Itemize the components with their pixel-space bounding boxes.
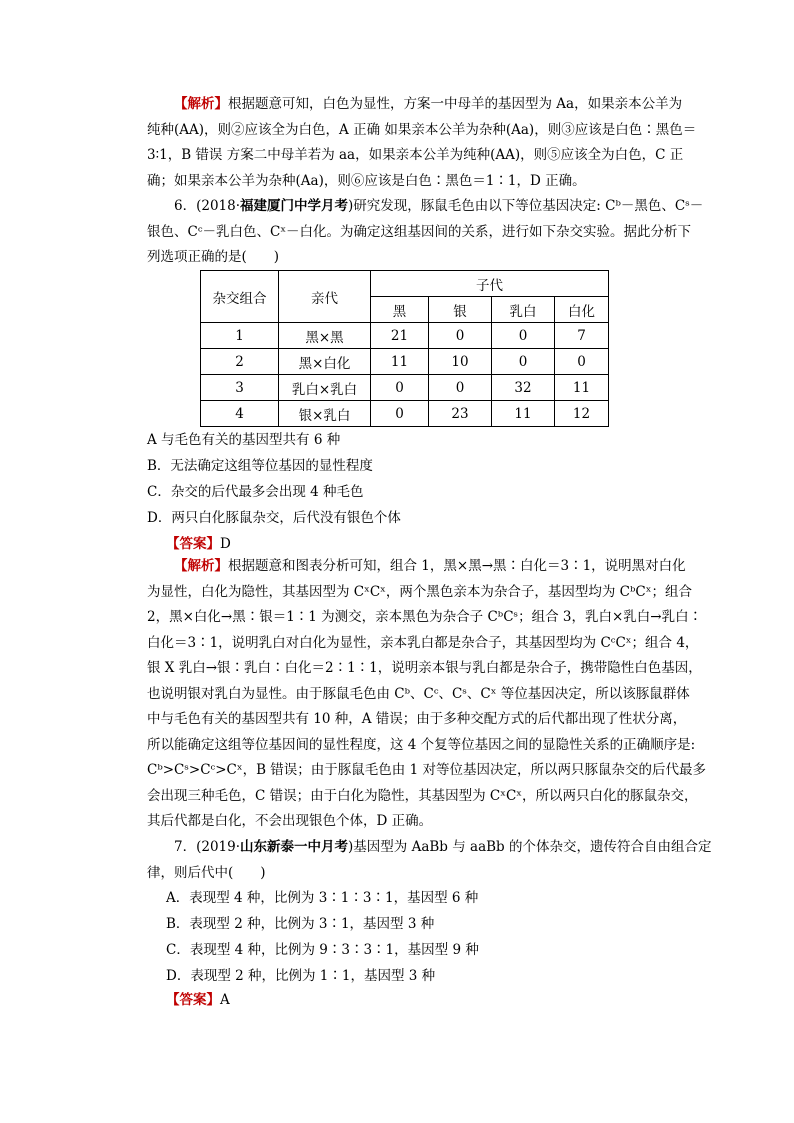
q6-option-d: D．两只白化豚鼠杂交，后代没有银色个体 <box>147 510 401 526</box>
question-source: 福建厦门中学月考 <box>240 198 349 214</box>
cross-experiment-table <box>200 270 609 427</box>
question-source: 山东新泰一中月考 <box>240 839 349 855</box>
analysis-tag: 【解析】 <box>174 558 228 574</box>
table-row: 4 银×乳白 0 23 11 12 <box>201 401 609 427</box>
header-albino: 白化 <box>555 297 609 323</box>
table-row: 1 黑×黑 21 0 0 7 <box>201 323 609 349</box>
header-black: 黑 <box>371 297 429 323</box>
q6-option-a: A 与毛色有关的基因型共有 6 种 <box>147 432 341 448</box>
table-row: 3 乳白×乳白 0 0 32 11 <box>201 375 609 401</box>
header-cream: 乳白 <box>492 297 555 323</box>
q6-option-c: C．杂交的后代最多会出现 4 种毛色 <box>147 484 364 500</box>
header-offspring: 子代 <box>371 271 609 297</box>
q6-option-b: B．无法确定这组等位基因的显性程度 <box>147 458 373 474</box>
q7-option-a: A．表现型 4 种，比例为 3∶1∶3∶1，基因型 6 种 <box>166 890 479 906</box>
question-6: 6．(2018·福建厦门中学月考)研究发现，豚鼠毛色由以下等位基因决定: Cᵇ－黑色、Cˢ－ 银色、Cᶜ－乳白色、Cˣ－白化。为确定这组基因间的关系，进行如下杂交实验。据此分析下 列选项正确的是( ) <box>147 198 704 265</box>
header-cross-combo: 杂交组合 <box>201 271 279 323</box>
header-silver: 银 <box>429 297 492 323</box>
q7-option-d: D．表现型 2 种，比例为 1∶1，基因型 3 种 <box>166 968 436 984</box>
question-7: 7．(2019·山东新泰一中月考)基因型为 AaBb 与 aaBb 的个体杂交，遗传符合自由组合定 律，则后代中( ) <box>147 839 712 881</box>
analysis-tag: 【解析】 <box>174 96 228 112</box>
q7-option-b: B．表现型 2 种，比例为 3∶1，基因型 3 种 <box>166 916 435 932</box>
header-parents: 亲代 <box>279 271 371 323</box>
q7-option-c: C．表现型 4 种，比例为 9∶3∶3∶1，基因型 9 种 <box>166 942 479 958</box>
analysis-paragraph-5: 【解析】根据题意可知，白色为显性，方案一中母羊的基因型为 Aa，如果亲本公羊为 纯种(AA)，则②应该全为白色，A 正确 如果亲本公羊为杂种(Aa)，则③应该是白色∶黑色＝ 3∶1，B 错误 方案二中母羊若为 aa，如果亲本公羊为纯种(AA)，则⑤应该全为白色，C 正 确；如果亲本公羊为杂种(Aa)，则⑥应该是白色∶黑色＝1∶1，D 正确。 <box>147 96 697 189</box>
table-row: 2 黑×白化 11 10 0 0 <box>201 349 609 375</box>
answer-6: 【答案】D <box>166 536 231 552</box>
analysis-paragraph-6: 【解析】根据题意和图表分析可知，组合 1，黑×黑→黑∶白化＝3∶1，说明黑对白化 为显性，白化为隐性，其基因型为 CˣCˣ，两个黑色亲本为杂合子，基因型均为 CᵇCˣ；组合 2，黑×白化→黑∶银＝1∶1 为测交，亲本黑色为杂合子 CᵇCˢ；组合 3，乳白×乳白→乳白∶ 白化＝3∶1，说明乳白对白化为显性，亲本乳白都是杂合子，其基因型均为 CᶜCˣ；组合 4， 银 X 乳白→银∶乳白∶白化＝2∶1∶1，说明亲本银与乳白都是杂合子，携带隐性白色基因， 也说明银对乳白为显性。由于豚鼠毛色由 Cᵇ、Cᶜ、Cˢ、Cˣ 等位基因决定，所以该豚鼠群体 中与毛色有关的基因型共有 10 种，A 错误；由于多种交配方式的后代都出现了性状分离， 所以能确定这组等位基因间的显性程度，这 4 个复等位基因之间的显隐性关系的正确顺序是: Cᵇ>Cˢ>Cᶜ>Cˣ，B 错误；由于豚鼠毛色由 1 对等位基因决定，所以两只豚鼠杂交的后代最多 会出现三种毛色，C 错误；由于白化为隐性，其基因型为 CˣCˣ，所以两只白化的豚鼠杂交， 其后代都是白化，不会出现银色个体，D 正确。 <box>147 558 706 829</box>
answer-7: 【答案】A <box>166 992 230 1008</box>
